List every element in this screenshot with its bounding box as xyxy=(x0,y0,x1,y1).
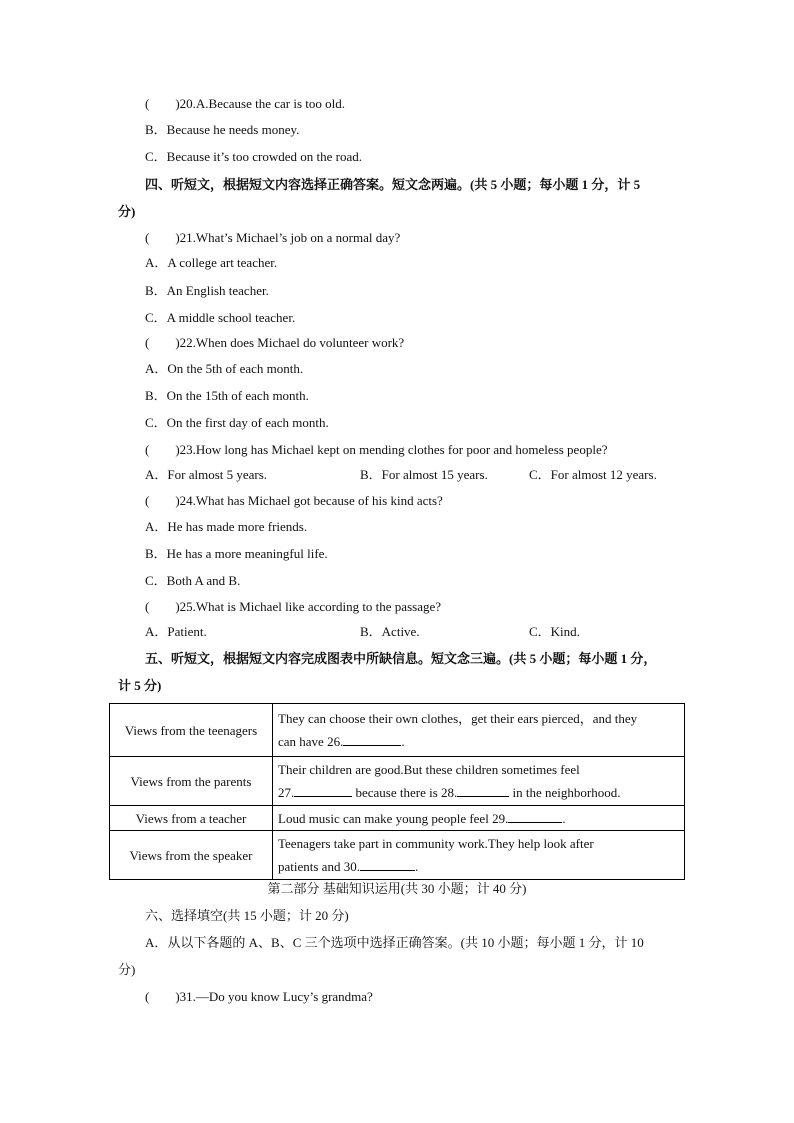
q22-option-a: A．On the 5th of each month. xyxy=(145,361,304,376)
views-table xyxy=(109,703,685,880)
q22-option-b: B．On the 15th of each month. xyxy=(145,388,309,403)
row-label-teenagers: Views from the teenagers xyxy=(110,704,273,757)
answer-blank-30[interactable] xyxy=(360,858,415,871)
row-label-teacher: Views from a teacher xyxy=(110,806,273,831)
q24-option-c: C．Both A and B. xyxy=(145,573,241,588)
answer-blank-29[interactable] xyxy=(508,810,562,823)
q22-option-c: C．On the first day of each month. xyxy=(145,415,329,430)
row-label-parents: Views from the parents xyxy=(110,757,273,806)
q25-option-b: B．Active. xyxy=(360,624,420,639)
q20-option-b: B．Because he needs money. xyxy=(145,122,300,137)
q21-option-b: B．An English teacher. xyxy=(145,283,269,298)
cell-text: Loud music can make young people feel 29. xyxy=(278,810,509,826)
section-4-heading: 四、听短文，根据短文内容选择正确答案。短文念两遍。(共 5 小题；每小题 1 分，计 5 xyxy=(145,177,641,192)
part-2-heading: 第二部分 基础知识运用(共 30 小题；计 40 分) xyxy=(267,881,527,896)
table-row xyxy=(110,704,685,757)
q25-stem: ( )25.What is Michael like according to the passage? xyxy=(145,599,442,614)
cell-text: Their children are good.But these children sometimes feel xyxy=(278,762,580,777)
q20-stem: ( )20.A.Because the car is too old. xyxy=(145,96,346,111)
row-content-teenagers xyxy=(273,704,685,757)
section-a-instructions: A．从以下各题的 A、B、C 三个选项中选择正确答案。(共 10 小题；每小题 1 分，计 10 xyxy=(145,935,644,950)
q21-stem: ( )21.What’s Michael’s job on a normal day? xyxy=(145,230,401,245)
cell-text: 27. xyxy=(278,785,295,800)
q25-option-a: A．Patient. xyxy=(145,624,207,639)
row-content-speaker xyxy=(273,831,685,880)
section-5-heading-cont: 计 5 分) xyxy=(118,678,162,693)
q24-option-b: B．He has a more meaningful life. xyxy=(145,546,328,561)
cell-text: Teenagers take part in community work.They help look after xyxy=(278,836,594,851)
q24-option-a: A．He has made more friends. xyxy=(145,519,308,534)
q24-stem: ( )24.What has Michael got because of his kind acts? xyxy=(145,493,443,508)
q23-stem: ( )23.How long has Michael kept on mending clothes for poor and homeless people? xyxy=(145,442,608,457)
section-4-heading-cont: 分) xyxy=(118,204,136,219)
q22-stem: ( )22.When does Michael do volunteer work? xyxy=(145,335,405,350)
q21-option-c: C．A middle school teacher. xyxy=(145,310,296,325)
table-row xyxy=(110,831,685,880)
cell-text: patients and 30. xyxy=(278,859,360,874)
q23-option-c: C．For almost 12 years. xyxy=(529,467,657,482)
table-row xyxy=(110,806,685,831)
answer-blank-28[interactable] xyxy=(457,784,509,797)
q20-option-c: C．Because it’s too crowded on the road. xyxy=(145,149,362,164)
q31-stem: ( )31.—Do you know Lucy’s grandma? xyxy=(145,989,373,1004)
q23-option-b: B．For almost 15 years. xyxy=(360,467,488,482)
section-a-instructions-cont: 分) xyxy=(118,962,136,977)
q25-option-c: C．Kind. xyxy=(529,624,580,639)
cell-text: because there is 28. xyxy=(352,785,458,800)
answer-blank-27[interactable] xyxy=(294,784,352,797)
row-content-teacher xyxy=(273,806,685,831)
answer-blank-26[interactable] xyxy=(343,733,401,746)
section-5-heading: 五、听短文，根据短文内容完成图表中所缺信息。短文念三遍。(共 5 小题；每小题 1 分， xyxy=(145,651,657,666)
row-content-parents xyxy=(273,757,685,806)
q21-option-a: A．A college art teacher. xyxy=(145,255,278,270)
q23-option-a: A．For almost 5 years. xyxy=(145,467,268,482)
cell-text: . xyxy=(414,859,419,874)
row-label-speaker: Views from the speaker xyxy=(110,831,273,880)
cell-text: They can choose their own clothes，get their ears pierced，and they xyxy=(278,711,638,726)
cell-text: can have 26. xyxy=(278,734,344,749)
section-6-heading: 六、选择填空(共 15 小题；计 20 分) xyxy=(145,908,349,923)
table-row xyxy=(110,757,685,806)
cell-text: . xyxy=(401,734,405,749)
cell-text: in the neighborhood. xyxy=(509,785,621,800)
cell-text: . xyxy=(562,810,566,826)
